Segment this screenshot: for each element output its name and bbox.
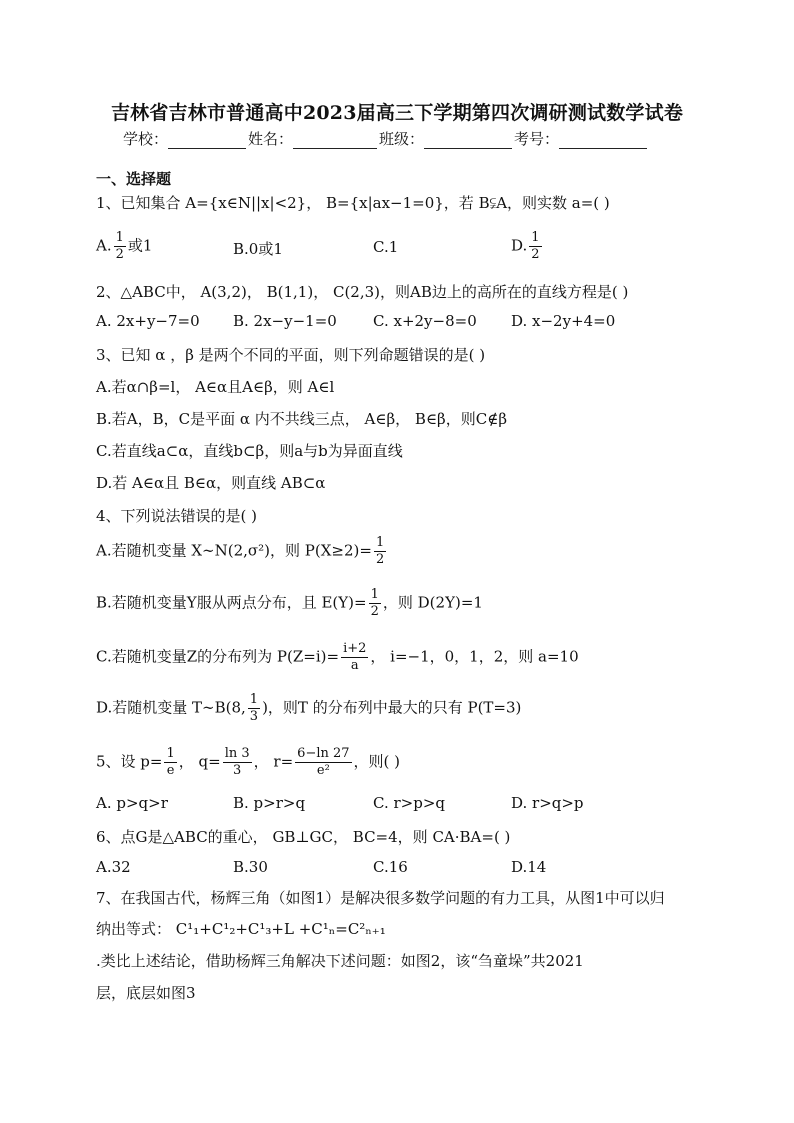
number-blank[interactable]: [559, 132, 647, 149]
fraction: $\frac{6-\ln 27}{\text{e²}}$: [297, 746, 350, 778]
fraction: $\frac{1}{e}$: [166, 746, 175, 778]
question-6-option-d: D.14: [511, 858, 547, 876]
fraction: $\frac{1}{2}$: [370, 587, 379, 619]
question-4-option-c: C.若随机变量Z的分布列为 P(Z=i)= $\frac{i+2}{a}$ ， i=−1，0，1，2，则 a=10: [96, 641, 579, 673]
question-3-option-d: D.若 A∈α且 B∈α，则直线 AB⊂α: [96, 474, 326, 492]
class-label: 班级：: [379, 130, 425, 148]
fraction: $\frac{i+2}{a}$: [343, 641, 367, 673]
question-1-option-a: A. $\frac{1}{2}$ 或1: [96, 230, 153, 262]
exam-title: 吉林省吉林市普通高中2023届高三下学期第四次调研测试数学试卷: [110, 102, 684, 124]
question-4-option-d: D.若随机变量 T∼B(8, $\frac{1}{3}$ )，则T 的分布列中最大的只有 P(T=3): [96, 692, 522, 724]
question-2-option-d: D. x−2y+4=0: [511, 312, 616, 330]
question-2-option-c: C. x+2y−8=0: [373, 312, 477, 330]
fraction: $\frac{1}{2}$: [375, 535, 385, 567]
class-blank[interactable]: [424, 132, 512, 149]
question-6-stem: 6、点G是△ABC的重心， GB⊥GC， BC=4，则 CA·BA=( ): [96, 828, 511, 846]
question-3-option-a: A.若α∩β=l， A∈α且A∈β，则 A∈l: [96, 378, 335, 396]
question-6-option-a: A.32: [96, 858, 131, 876]
fraction: $\frac{\ln 3}{3}$: [224, 746, 250, 778]
question-7-line-4: 层，底层如图3: [96, 984, 196, 1002]
fraction: $\frac{1}{2}$: [115, 230, 124, 262]
question-7-line-3: .类比上述结论，借助杨辉三角解决下述问题：如图2，该“刍童垛”共2021: [96, 952, 584, 970]
fraction: $\frac{1}{2}$: [531, 230, 540, 262]
question-4-option-b: B.若随机变量Y服从两点分布，且 E(Y)= $\frac{1}{2}$ ，则 D(2Y)=1: [96, 587, 483, 619]
question-4-option-a: A.若随机变量 X∼N(2,σ²)，则 P(X≥2)= $\frac{1}{2}$: [96, 535, 385, 567]
question-1-stem: 1、已知集合 A={x∈N||x|<2}， B={x|ax−1=0}，若 B⫋A，则实数 a=( ): [96, 194, 610, 212]
name-label: 姓名：: [248, 130, 294, 148]
question-2-option-b: B. 2x−y−1=0: [233, 312, 337, 330]
fraction: $\frac{1}{3}$: [249, 692, 259, 724]
question-3-option-c: C.若直线a⊂α，直线b⊂β，则a与b为异面直线: [96, 442, 403, 460]
name-blank[interactable]: [293, 132, 377, 149]
question-3-stem: 3、已知 α ，β 是两个不同的平面，则下列命题错误的是( ): [96, 346, 486, 364]
question-5-stem: 5、设 p= $\frac{1}{e}$ ， q= $\frac{\ln 3}{3}$ ， r= $\frac{6-\ln 27}{\text{e²}}$ ，则( ): [96, 746, 401, 778]
question-4-stem: 4、下列说法错误的是( ): [96, 507, 258, 525]
question-1-option-d: D. $\frac{1}{2}$: [511, 230, 540, 262]
question-7-line-1: 7、在我国古代，杨辉三角（如图1）是解决很多数学问题的有力工具，从图1中可以归: [96, 889, 665, 907]
section-heading: 一、选择题: [96, 170, 172, 188]
question-5-option-d: D. r>q>p: [511, 794, 584, 812]
question-6-option-c: C.16: [373, 858, 408, 876]
number-label: 考号：: [514, 130, 560, 148]
question-5-option-b: B. p>r>q: [233, 794, 306, 812]
school-blank[interactable]: [168, 132, 246, 149]
school-label: 学校：: [123, 130, 169, 148]
question-1-option-b: B.0或1: [233, 240, 283, 258]
question-7-line-2: 纳出等式： C¹₁+C¹₂+C¹₃+L +C¹ₙ=C²ₙ₊₁: [96, 920, 386, 938]
question-5-option-c: C. r>p>q: [373, 794, 445, 812]
question-2-stem: 2、△ABC中， A(3,2)， B(1,1)， C(2,3)，则AB边上的高所在的直线方程是( ): [96, 283, 629, 301]
question-5-option-a: A. p>q>r: [96, 794, 168, 812]
student-info-row: [123, 128, 649, 149]
question-2-option-a: A. 2x+y−7=0: [96, 312, 200, 330]
question-1-option-c: C.1: [373, 238, 399, 256]
question-3-option-b: B.若A，B，C是平面 α 内不共线三点， A∈β， B∈β，则C∉β: [96, 410, 507, 428]
question-6-option-b: B.30: [233, 858, 268, 876]
